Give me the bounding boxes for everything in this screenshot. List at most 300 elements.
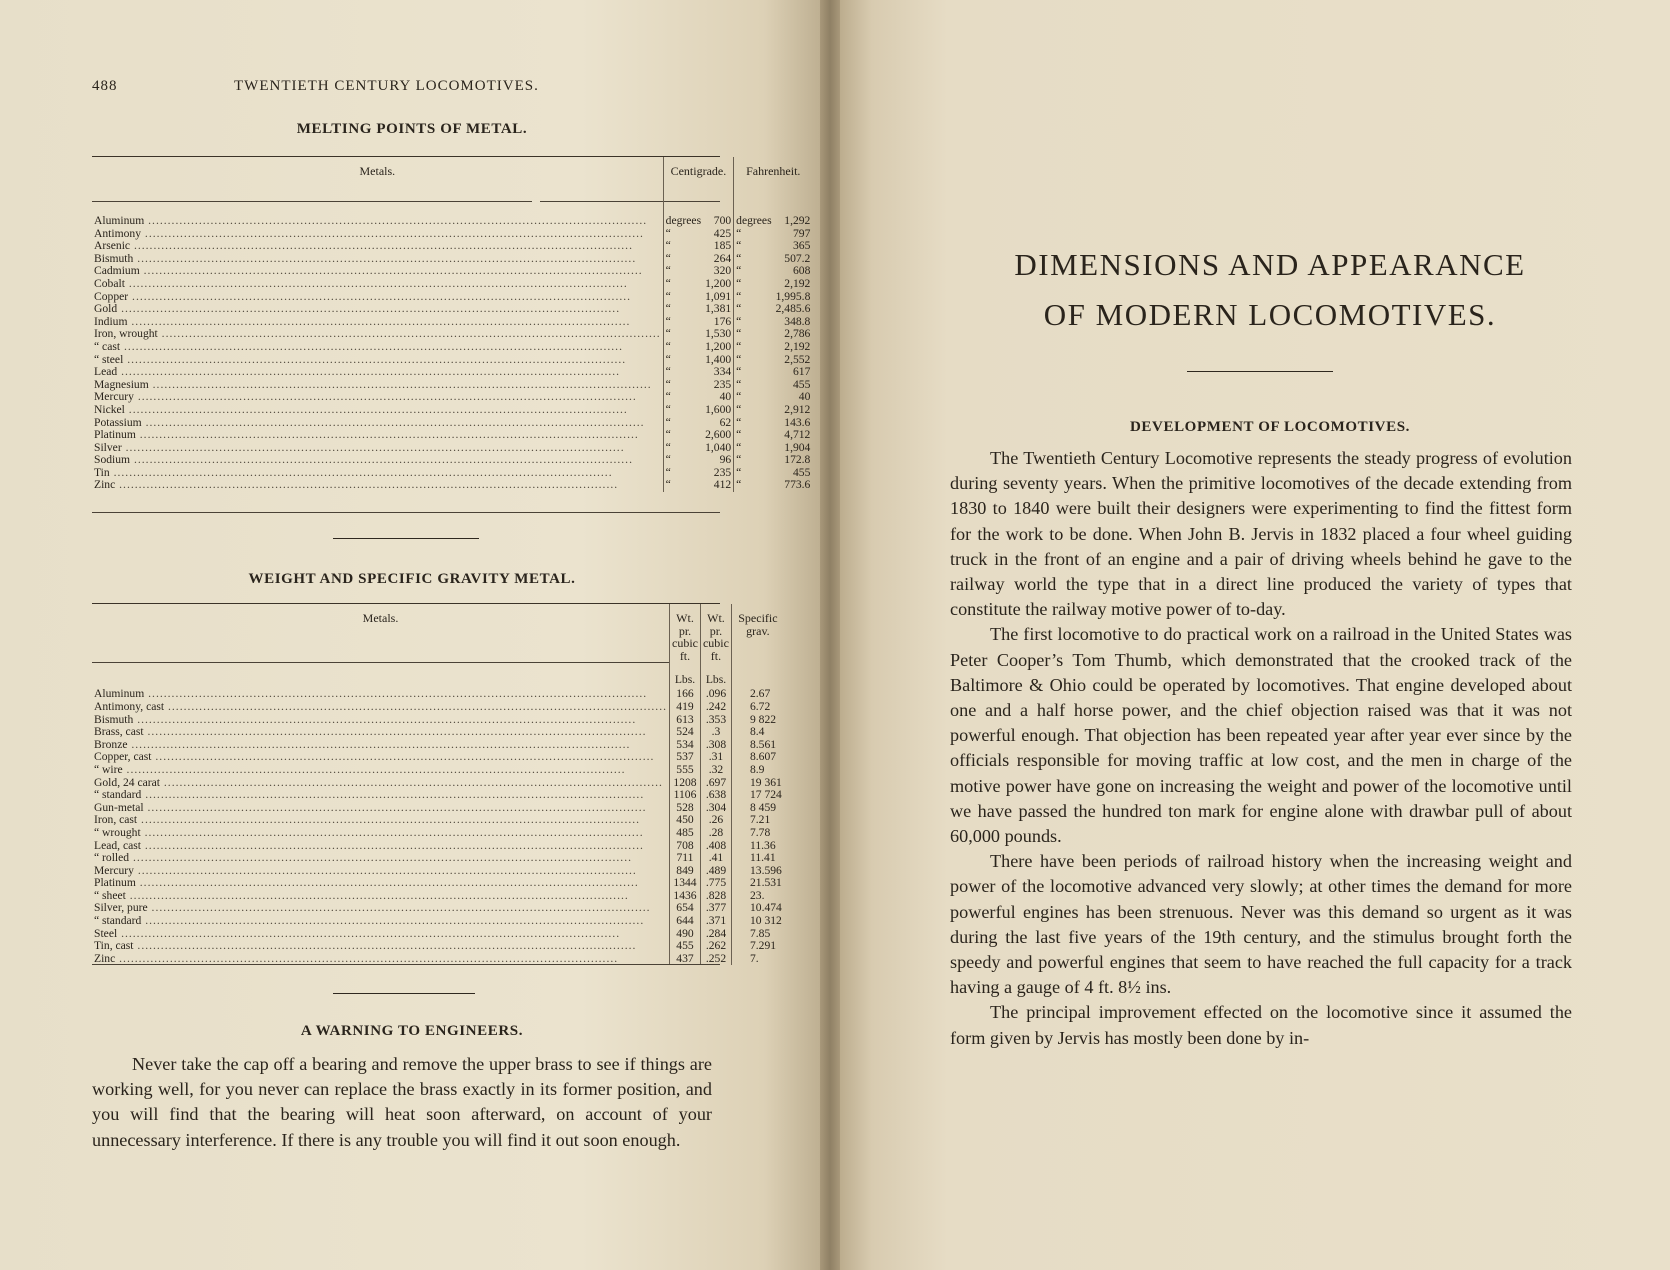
fahrenheit-unit: “: [734, 417, 774, 430]
metal-name: [92, 739, 670, 752]
weight-lbs-value: .26: [700, 814, 731, 827]
units-spacer: [92, 662, 670, 688]
centigrade-value: 700: [713, 215, 732, 227]
metal-name: [92, 701, 670, 714]
metal-name-text: Arsenic .....: [94, 240, 633, 252]
table-row: [92, 940, 784, 953]
table-header-row: [92, 157, 812, 203]
melting-points-title: MELTING POINTS OF METAL.: [296, 121, 528, 137]
table-row: [92, 928, 784, 941]
table-rule: [92, 964, 720, 965]
metal-name: [92, 688, 670, 701]
metal-name-text: Mercury .....: [94, 865, 637, 877]
metal-name-text: Bismuth .....: [94, 253, 636, 265]
specific-gravity-value: 23.: [731, 890, 783, 903]
fahrenheit-unit: “: [734, 303, 774, 316]
metal-name: [92, 865, 670, 878]
metal-name-text: “ wire .....: [94, 764, 626, 776]
table-row: [92, 328, 812, 341]
metal-name-text: Iron, wrought .....: [94, 328, 661, 340]
metal-name: [92, 915, 670, 928]
table-row: [92, 827, 784, 840]
table-row: [92, 391, 812, 404]
specific-gravity-value: 17 724: [731, 789, 783, 802]
centigrade-value: 235: [713, 378, 732, 391]
column-header: Metals.: [359, 164, 396, 178]
metal-name: [92, 479, 663, 492]
table-row: [92, 915, 784, 928]
fahrenheit-value: 172.8: [784, 454, 811, 467]
metal-name-text: Zinc .....: [94, 479, 618, 491]
divider: [1187, 371, 1333, 372]
metal-name-text: Antimony, cast .....: [94, 701, 667, 713]
metal-name: [92, 404, 663, 417]
fahrenheit-unit: “: [734, 354, 774, 367]
table-row: [92, 278, 812, 291]
warning-title: A WARNING TO ENGINEERS.: [300, 1023, 524, 1039]
column-header: Fahrenheit.: [734, 157, 813, 203]
fahrenheit-value: 608: [792, 265, 811, 278]
table-row: [92, 354, 812, 367]
paragraph: There have been periods of railroad history when the increasing weight and power of the locomotive advanced very slowly; at other times the demand for more powerful engines has been strenuous. Never was this demand so urgent as it was during the last five years of the 19th century, and the stimulus brought forth the speedy and powerful engines that seem to have reached the full capacity for a track having a gauge of 4 ft. 8½ ins.: [950, 851, 1572, 998]
metal-name: [92, 303, 663, 316]
fahrenheit-unit: “: [734, 366, 774, 379]
weight-lbs-value: .697: [700, 777, 731, 790]
table-row: [92, 316, 812, 329]
table-row: [92, 253, 812, 266]
weight-lbs-value: 166: [670, 688, 701, 701]
metal-name: [92, 454, 663, 467]
metal-name-text: Aluminum .....: [94, 215, 647, 227]
weight-lbs-value: .096: [700, 688, 731, 701]
chapter-title: [960, 240, 1580, 340]
metal-name-text: Potassium .....: [94, 417, 645, 429]
weight-lbs-value: 485: [670, 827, 701, 840]
weight-lbs-value: 1436: [670, 890, 701, 903]
weight-lbs-value: 711: [670, 852, 701, 865]
fahrenheit-unit: “: [734, 265, 774, 278]
metal-name: [92, 278, 663, 291]
table-row: [92, 240, 812, 253]
metal-name-text: Bronze .....: [94, 739, 630, 751]
table-rule: [92, 512, 720, 513]
weight-lbs-value: .353: [700, 714, 731, 727]
fahrenheit-value: 2,485.6: [775, 303, 811, 316]
table-row: [92, 789, 784, 802]
metal-name: [92, 852, 670, 865]
fahrenheit-unit: “: [734, 391, 774, 404]
centigrade-value: 1,200: [705, 277, 732, 290]
table-row: [92, 777, 784, 790]
fahrenheit-value: 4,712: [784, 429, 811, 442]
table-row: [92, 303, 812, 316]
weight-gravity-table: [92, 604, 784, 965]
metal-name: [92, 366, 663, 379]
fahrenheit-value: 455: [792, 378, 811, 391]
centigrade-value: 1,600: [705, 403, 732, 416]
weight-lbs-value: 437: [670, 953, 701, 966]
melting-points-table: [92, 157, 812, 492]
metal-name: [92, 467, 663, 480]
specific-gravity-value: 21.531: [731, 877, 783, 890]
metal-name-text: “ standard .....: [94, 789, 644, 801]
centigrade-unit: “: [663, 417, 703, 430]
metal-name: [92, 354, 663, 367]
specific-gravity-value: 7.: [731, 953, 783, 966]
metal-name: [92, 265, 663, 278]
fahrenheit-value: 507.2: [784, 252, 811, 265]
specific-gravity-value: 13.596: [731, 865, 783, 878]
metal-name-text: Silver, pure .....: [94, 902, 651, 914]
fahrenheit-value: 617: [792, 366, 811, 379]
development-title: DEVELOPMENT OF LOCOMOTIVES.: [1130, 419, 1410, 435]
centigrade-unit: “: [663, 366, 703, 379]
metal-name: [92, 726, 670, 739]
weight-gravity-title: WEIGHT AND SPECIFIC GRAVITY METAL.: [248, 571, 576, 587]
centigrade-unit: “: [663, 467, 703, 480]
metal-name: [92, 814, 670, 827]
metal-name-text: Indium .....: [94, 316, 630, 328]
weight-lbs-value: 490: [670, 928, 701, 941]
metal-name: [92, 714, 670, 727]
specific-gravity-value: 10.474: [731, 902, 783, 915]
specific-gravity-value: 6.72: [731, 701, 783, 714]
metal-name-text: Bismuth .....: [94, 714, 636, 726]
fahrenheit-value: 2,786: [784, 328, 811, 341]
weight-lbs-value: 537: [670, 751, 701, 764]
metal-name-text: Nickel .....: [94, 404, 628, 416]
specific-gravity-value: 7.78: [731, 827, 783, 840]
book-gutter: [820, 0, 840, 1270]
metal-name: [92, 902, 670, 915]
column-header: Wt. pr. cubic ft.: [700, 604, 731, 662]
metal-name: [92, 379, 663, 392]
fahrenheit-value: 1,995.8: [775, 290, 811, 303]
centigrade-value: 264: [713, 252, 732, 265]
fahrenheit-unit: “: [734, 429, 774, 442]
centigrade-value: 2,600: [705, 429, 732, 442]
table-row: [92, 479, 812, 492]
centigrade-unit: “: [663, 404, 703, 417]
metal-name-text: Gun-metal .....: [94, 802, 647, 814]
metal-name-text: Tin, cast .....: [94, 940, 636, 952]
metal-name: [92, 751, 670, 764]
centigrade-value: 1,400: [705, 353, 732, 366]
metal-name-text: Copper .....: [94, 291, 631, 303]
page-number: 488: [92, 78, 118, 94]
metal-name: [92, 215, 663, 228]
metal-name-text: “ rolled .....: [94, 852, 632, 864]
table-row: [92, 429, 812, 442]
chapter-title-line-2: OF MODERN LOCOMOTIVES.: [1043, 297, 1497, 332]
weight-lbs-value: .262: [700, 940, 731, 953]
weight-lbs-value: .304: [700, 802, 731, 815]
table-row: [92, 341, 812, 354]
development-text: [950, 446, 1572, 1051]
metal-name-text: “ sheet .....: [94, 890, 629, 902]
table-row: [92, 228, 812, 241]
metal-name: [92, 429, 663, 442]
table-row: [92, 726, 784, 739]
table-row: [92, 442, 812, 455]
metal-name: [92, 890, 670, 903]
metal-name: [92, 928, 670, 941]
units-spacer: [731, 662, 783, 688]
centigrade-value: 1,091: [705, 290, 732, 303]
centigrade-value: 425: [713, 227, 732, 240]
centigrade-unit: “: [663, 341, 703, 354]
centigrade-value: 412: [713, 479, 732, 492]
metal-name-text: Gold .....: [94, 303, 620, 315]
units-row: [92, 662, 784, 688]
metal-name-text: Silver .....: [94, 442, 625, 454]
fahrenheit-unit: degrees: [734, 215, 774, 228]
metal-name: [92, 240, 663, 253]
centigrade-unit: “: [663, 354, 703, 367]
weight-lbs-value: 455: [670, 940, 701, 953]
fahrenheit-unit: “: [734, 291, 774, 304]
centigrade-unit: “: [663, 253, 703, 266]
table-row: [92, 802, 784, 815]
centigrade-unit: “: [663, 454, 703, 467]
table-row: [92, 902, 784, 915]
specific-gravity-value: 8 459: [731, 802, 783, 815]
warning-text: [92, 1052, 712, 1153]
metal-name-text: Iron, cast .....: [94, 814, 640, 826]
fahrenheit-unit: “: [734, 328, 774, 341]
metal-name-text: Platinum .....: [94, 877, 639, 889]
table-row: [92, 714, 784, 727]
weight-lbs-value: .31: [700, 751, 731, 764]
fahrenheit-unit: “: [734, 341, 774, 354]
metal-name: [92, 253, 663, 266]
specific-gravity-value: 2.67: [731, 688, 783, 701]
weight-lbs-value: .3: [700, 726, 731, 739]
fahrenheit-value: 348.8: [784, 315, 811, 328]
fahrenheit-unit: “: [734, 442, 774, 455]
metal-name-text: Cadmium .....: [94, 265, 643, 277]
table-row: [92, 265, 812, 278]
specific-gravity-value: 19 361: [731, 777, 783, 790]
centigrade-unit: “: [663, 278, 703, 291]
table-header-row: [92, 604, 784, 662]
metal-name: [92, 789, 670, 802]
weight-lbs-value: 555: [670, 764, 701, 777]
centigrade-unit: “: [663, 265, 703, 278]
centigrade-value: 235: [713, 466, 732, 479]
specific-gravity-value: 7.291: [731, 940, 783, 953]
fahrenheit-value: 2,912: [784, 403, 811, 416]
weight-lbs-value: .32: [700, 764, 731, 777]
running-title: TWENTIETH CENTURY LOCOMOTIVES.: [234, 78, 539, 94]
metal-name-text: Antimony .....: [94, 228, 644, 240]
metal-name: [92, 341, 663, 354]
weight-lbs-value: .28: [700, 827, 731, 840]
specific-gravity-value: 8.607: [731, 751, 783, 764]
metal-name: [92, 291, 663, 304]
weight-lbs-value: 644: [670, 915, 701, 928]
fahrenheit-unit: “: [734, 278, 774, 291]
metal-name: [92, 764, 670, 777]
table-row: [92, 814, 784, 827]
specific-gravity-value: 8.561: [731, 739, 783, 752]
table-row: [92, 877, 784, 890]
fahrenheit-unit: “: [734, 228, 774, 241]
metal-name-text: “ cast .....: [94, 341, 623, 353]
centigrade-unit: “: [663, 479, 703, 492]
metal-name-text: “ steel .....: [94, 354, 626, 366]
fahrenheit-unit: “: [734, 404, 774, 417]
metal-name: [92, 391, 663, 404]
paragraph: The principal improvement effected on the locomotive since it assumed the form given by Jervis has mostly been done by in-: [950, 1002, 1572, 1048]
metal-name: [92, 827, 670, 840]
metal-name: [92, 417, 663, 430]
centigrade-value: 40: [719, 391, 732, 404]
centigrade-unit: “: [663, 291, 703, 304]
specific-gravity-value: 11.41: [731, 852, 783, 865]
unit-label: Lbs.: [670, 662, 701, 688]
fahrenheit-value: 365: [792, 240, 811, 253]
fahrenheit-value: 455: [792, 466, 811, 479]
weight-lbs-value: .638: [700, 789, 731, 802]
centigrade-value: 320: [713, 265, 732, 278]
fahrenheit-value: 773.6: [784, 479, 811, 492]
centigrade-unit: “: [663, 429, 703, 442]
centigrade-value: 1,530: [705, 328, 732, 341]
fahrenheit-value: 40: [798, 391, 811, 404]
table-row: [92, 890, 784, 903]
table-row: [92, 417, 812, 430]
centigrade-unit: “: [663, 303, 703, 316]
fahrenheit-value: 1,904: [784, 441, 811, 454]
column-header: Specific grav.: [731, 604, 783, 662]
metal-name-text: “ standard .....: [94, 915, 644, 927]
weight-lbs-value: .775: [700, 877, 731, 890]
fahrenheit-unit: “: [734, 316, 774, 329]
fahrenheit-value: 2,552: [784, 353, 811, 366]
table-row: [92, 701, 784, 714]
metal-name: [92, 802, 670, 815]
weight-lbs-value: 708: [670, 840, 701, 853]
centigrade-unit: “: [663, 240, 703, 253]
centigrade-value: 334: [713, 366, 732, 379]
centigrade-unit: “: [663, 391, 703, 404]
unit-label: Lbs.: [700, 662, 731, 688]
column-header: Centigrade.: [663, 157, 734, 203]
table-row: [92, 467, 812, 480]
weight-lbs-value: 450: [670, 814, 701, 827]
table-row: [92, 291, 812, 304]
weight-lbs-value: 528: [670, 802, 701, 815]
table-row: [92, 751, 784, 764]
metal-name-text: Zinc .....: [94, 953, 618, 965]
centigrade-value: 185: [713, 240, 732, 253]
metal-name-text: Lead .....: [94, 366, 620, 378]
centigrade-unit: “: [663, 442, 703, 455]
weight-lbs-value: 1208: [670, 777, 701, 790]
metal-name: [92, 840, 670, 853]
metal-name-text: Lead, cast .....: [94, 840, 644, 852]
table-row: [92, 739, 784, 752]
metal-name-text: “ wrought .....: [94, 827, 644, 839]
weight-lbs-value: 613: [670, 714, 701, 727]
fahrenheit-value: 1,292: [784, 215, 811, 227]
specific-gravity-value: 11.36: [731, 840, 783, 853]
metal-name-text: Mercury .....: [94, 391, 637, 403]
fahrenheit-value: 2,192: [784, 277, 811, 290]
specific-gravity-value: 8.9: [731, 764, 783, 777]
metal-name-text: Sodium .....: [94, 454, 633, 466]
fahrenheit-value: 143.6: [784, 416, 811, 429]
weight-lbs-value: .242: [700, 701, 731, 714]
metal-name-text: Copper, cast .....: [94, 751, 654, 763]
metal-name-text: Gold, 24 carat .....: [94, 777, 663, 789]
centigrade-value: 1,200: [705, 340, 732, 353]
fahrenheit-unit: “: [734, 379, 774, 392]
centigrade-value: 96: [719, 454, 732, 467]
metal-name-text: Aluminum .....: [94, 688, 647, 700]
fahrenheit-unit: “: [734, 467, 774, 480]
metal-name: [92, 228, 663, 241]
metal-name-text: Tin .....: [94, 467, 613, 479]
weight-lbs-value: .408: [700, 840, 731, 853]
metal-name-text: Cobalt .....: [94, 278, 628, 290]
metal-name: [92, 777, 670, 790]
centigrade-unit: degrees: [663, 215, 703, 228]
table-row: [92, 215, 812, 228]
centigrade-value: 1,040: [705, 441, 732, 454]
table-row: [92, 840, 784, 853]
paragraph: The first locomotive to do practical work on a railroad in the United States was Peter Cooper’s Tom Thumb, which demonstrated that the crooked track of the Baltimore & Ohio could be operated by locomotives. That engine developed about one and a half horse power, and the chief objection raised was that it was not powerful enough. That objection has been repeated year after year ever since by the officials responsible for moving traffic at low cost, and the men in charge of the motive power have gone on increasing the weight and power of the locomotive until we have passed the hundred ton mark for engine alone with drawbar pull of about 60,000 pounds.: [950, 624, 1572, 847]
metal-name-text: Brass, cast .....: [94, 726, 647, 738]
weight-lbs-value: .489: [700, 865, 731, 878]
metal-name-text: Platinum .....: [94, 429, 639, 441]
weight-lbs-value: 1106: [670, 789, 701, 802]
weight-lbs-value: .308: [700, 739, 731, 752]
weight-lbs-value: .371: [700, 915, 731, 928]
table-row: [92, 454, 812, 467]
table-row: [92, 688, 784, 701]
fahrenheit-unit: “: [734, 479, 774, 492]
paragraph: The Twentieth Century Locomotive represents the steady progress of evolution during seventy years. When the primitive locomotives of the decade extending from 1830 to 1840 were built their designers were experimenting to find the fittest form for the work to be done. When John B. Jervis in 1832 placed a four wheel guiding truck in the front of an engine and a pair of driving wheels behind he gave to the railway world the type that in a direct line produced the variety of types that constitute the railway motive power of to-day.: [950, 448, 1572, 620]
metal-name-text: Magnesium .....: [94, 379, 652, 391]
weight-lbs-value: 524: [670, 726, 701, 739]
weight-lbs-value: .828: [700, 890, 731, 903]
fahrenheit-unit: “: [734, 454, 774, 467]
weight-lbs-value: .377: [700, 902, 731, 915]
fahrenheit-unit: “: [734, 240, 774, 253]
table-row: [92, 404, 812, 417]
column-header: Metals.: [362, 611, 399, 625]
table-row: [92, 852, 784, 865]
weight-lbs-value: .284: [700, 928, 731, 941]
weight-lbs-value: 654: [670, 902, 701, 915]
fahrenheit-value: 2,192: [784, 340, 811, 353]
weight-lbs-value: .252: [700, 953, 731, 966]
centigrade-value: 1,381: [705, 303, 732, 316]
specific-gravity-value: 10 312: [731, 915, 783, 928]
metal-name-text: Steel .....: [94, 928, 620, 940]
metal-name: [92, 328, 663, 341]
weight-lbs-value: 534: [670, 739, 701, 752]
table-row: [92, 865, 784, 878]
specific-gravity-value: 7.21: [731, 814, 783, 827]
table-row: [92, 366, 812, 379]
specific-gravity-value: 8.4: [731, 726, 783, 739]
fahrenheit-value: 797: [792, 227, 811, 240]
warning-paragraph: Never take the cap off a bearing and remove the upper brass to see if things are working well, for you never can replace the brass exactly in its former position, and you will find that the bearing will heat soon afterward, on account of your unnecessary interference. If there is any trouble you will find it out soon enough.: [92, 1054, 712, 1150]
metal-name: [92, 940, 670, 953]
